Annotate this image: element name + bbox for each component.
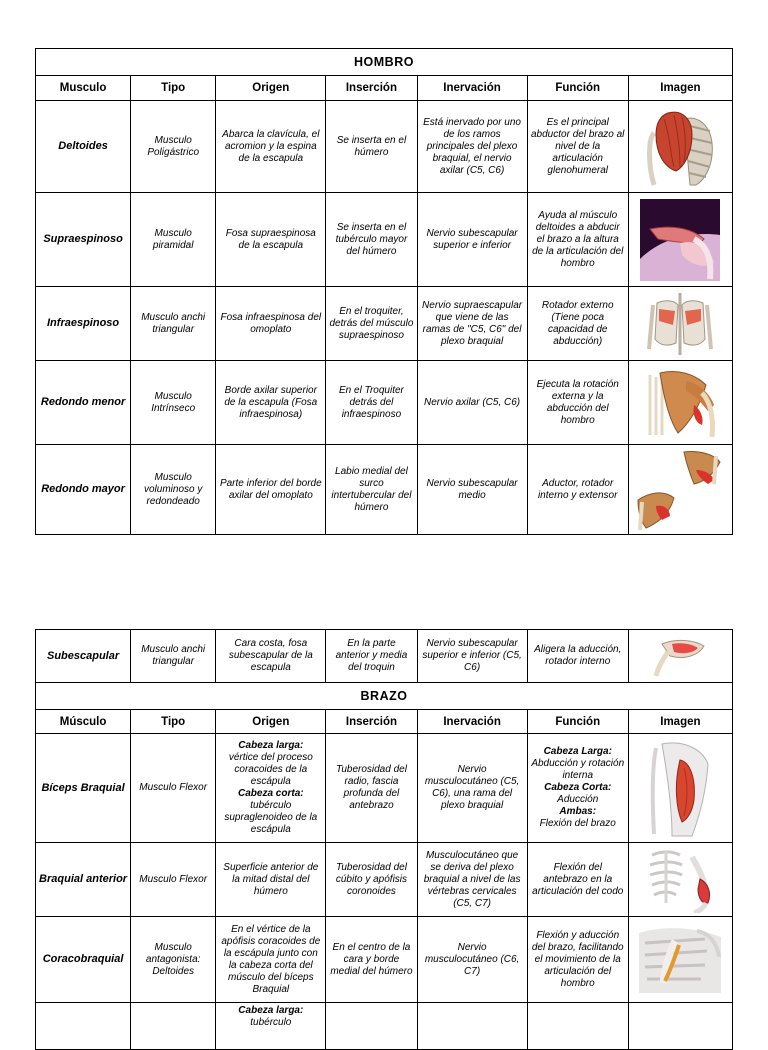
deltoid-image [628,101,732,193]
muscle-name [36,1003,131,1050]
supraspinatus-image [628,193,732,287]
header-row [36,76,733,101]
table-row [36,734,733,843]
col-header: Músculo [36,710,131,734]
function-label: Cabeza Larga: [543,746,612,757]
col-header: Función [527,76,628,101]
brazo-table [35,629,733,1050]
col-header: Función [527,710,628,734]
teres-major-image [628,445,732,535]
muscle-type: Musculo Poligástrico [131,101,216,193]
table-row [36,193,733,287]
muscle-origin: Abarca la clavícula, el acromion y la espina de la escapula [216,101,326,193]
origin-text: vértice del proceso coracoides de la escápula [228,752,313,787]
muscle-insertion: Tuberosidad del cúbito y apófisis coronoides [326,843,417,917]
muscle-type: Musculo antagonista: Deltoides [131,917,216,1003]
muscle-type: Musculo piramidal [131,193,216,287]
col-header: Origen [216,76,326,101]
muscle-function: Ayuda al músculo deltoides a abducir el brazo a la altura de la articulación del hombro [527,193,628,287]
col-header: Musculo [36,76,131,101]
muscle-origin [216,734,326,843]
muscle-insertion: En el troquiter, detrás del músculo supraespinoso [326,287,417,361]
muscle-insertion: Se inserta en el húmero [326,101,417,193]
function-text: Aducción [557,794,599,805]
muscle-insertion [326,1003,417,1050]
muscle-insertion: En la parte anterior y media del troquin [326,630,417,683]
origin-label: Cabeza larga: [238,1005,304,1016]
muscle-name: Bíceps Braquial [36,734,131,843]
table-row [36,445,733,535]
muscle-type [131,1003,216,1050]
muscle-function [527,734,628,843]
infraspinatus-image [628,287,732,361]
col-header: Tipo [131,76,216,101]
col-header: Origen [216,710,326,734]
col-header: Inserción [326,76,417,101]
header-row [36,710,733,734]
coracobrachialis-image [628,917,732,1003]
section-title-brazo: BRAZO [36,683,733,710]
col-header: Imagen [628,76,732,101]
muscle-type: Musculo Intrínseco [131,361,216,445]
muscle-origin [216,1003,326,1050]
muscle-origin: Fosa infraespinosa del omoplato [216,287,326,361]
origin-label: Cabeza corta: [238,788,304,799]
origin-text: tubérculo [250,1017,292,1028]
function-text: Flexión del brazo [539,818,616,829]
muscle-origin: Cara costa, fosa subescapular de la escapula [216,630,326,683]
muscle-name: Supraespinoso [36,193,131,287]
hombro-table [35,48,733,535]
muscle-innervation: Nervio subescapular medio [417,445,527,535]
muscle-function: Flexión del antebrazo en la articulación del codo [527,843,628,917]
subscapularis-image [628,630,732,683]
muscle-origin: Parte inferior del borde axilar del omoplato [216,445,326,535]
muscle-function [527,1003,628,1050]
brachialis-image [628,843,732,917]
muscle-image [628,1003,732,1050]
table-row [36,1003,733,1050]
function-label: Ambas: [559,806,597,817]
muscle-innervation: Nervio subescapular superior e inferior [417,193,527,287]
biceps-image [628,734,732,843]
col-header: Imagen [628,710,732,734]
muscle-origin: En el vértice de la apófisis coracoides de la escápula junto con la cabeza corta del músculo del bíceps Braquial [216,917,326,1003]
muscle-name: Infraespinoso [36,287,131,361]
muscle-insertion: Labio medial del surco intertubercular del húmero [326,445,417,535]
table-row [36,101,733,193]
muscle-type: Musculo anchi triangular [131,287,216,361]
muscle-innervation [417,1003,527,1050]
muscle-function: Ejecuta la rotación externa y la abducción del hombro [527,361,628,445]
muscle-function: Aligera la aducción, rotador interno [527,630,628,683]
muscle-name: Redondo mayor [36,445,131,535]
muscle-innervation: Nervio musculocutáneo (C6, C7) [417,917,527,1003]
function-label: Cabeza Corta: [544,782,612,793]
col-header: Inervación [417,76,527,101]
muscle-innervation: Nervio supraescapular que viene de las ramas de "C5, C6" del plexo braquial [417,287,527,361]
muscle-insertion: Se inserta en el tubérculo mayor del húmero [326,193,417,287]
table-row [36,843,733,917]
col-header: Inserción [326,710,417,734]
muscle-insertion: En el Troquiter detrás del infraespinoso [326,361,417,445]
muscle-name: Braquial anterior [36,843,131,917]
table-row [36,630,733,683]
table-row [36,287,733,361]
muscle-function: Aductor, rotador interno y extensor [527,445,628,535]
muscle-innervation: Musculocutáneo que se deriva del plexo braquial a nivel de las vértebras cervicales (C5, C7) [417,843,527,917]
muscle-type: Musculo Flexor [131,843,216,917]
muscle-name: Subescapular [36,630,131,683]
origin-label: Cabeza larga: [238,740,304,751]
muscle-origin: Borde axilar superior de la escapula (Fosa infraespinosa) [216,361,326,445]
teres-minor-image [628,361,732,445]
table-row [36,917,733,1003]
muscle-type: Musculo anchi triangular [131,630,216,683]
col-header: Inervación [417,710,527,734]
muscle-innervation: Nervio subescapular superior e inferior (C5, C6) [417,630,527,683]
muscle-name: Redondo menor [36,361,131,445]
muscle-name: Coracobraquial [36,917,131,1003]
origin-text: tubérculo supraglenoideo de la escápula [224,800,318,835]
muscle-function: Flexión y aducción del brazo, facilitando el movimiento de la articulación del hombro [527,917,628,1003]
muscle-innervation: Nervio axilar (C5, C6) [417,361,527,445]
section-title-hombro: HOMBRO [36,49,733,76]
muscle-function: Rotador externo (Tiene poca capacidad de abducción) [527,287,628,361]
muscle-name: Deltoides [36,101,131,193]
muscle-innervation: Nervio musculocutáneo (C5, C6), una rama del plexo braquial [417,734,527,843]
function-text: Abducción y rotación interna [531,758,625,781]
muscle-origin: Fosa supraespinosa de la escapula [216,193,326,287]
muscle-insertion: Tuberosidad del radio, fascia profunda del antebrazo [326,734,417,843]
muscle-type: Musculo voluminoso y redondeado [131,445,216,535]
col-header: Tipo [131,710,216,734]
muscle-insertion: En el centro de la cara y borde medial del húmero [326,917,417,1003]
muscle-type: Musculo Flexor [131,734,216,843]
table-row [36,361,733,445]
muscle-innervation: Está inervado por uno de los ramos principales del plexo braquial, el nervio axilar (C5, C6) [417,101,527,193]
muscle-function: Es el principal abductor del brazo al nivel de la articulación glenohumeral [527,101,628,193]
muscle-origin: Superficie anterior de la mitad distal del húmero [216,843,326,917]
